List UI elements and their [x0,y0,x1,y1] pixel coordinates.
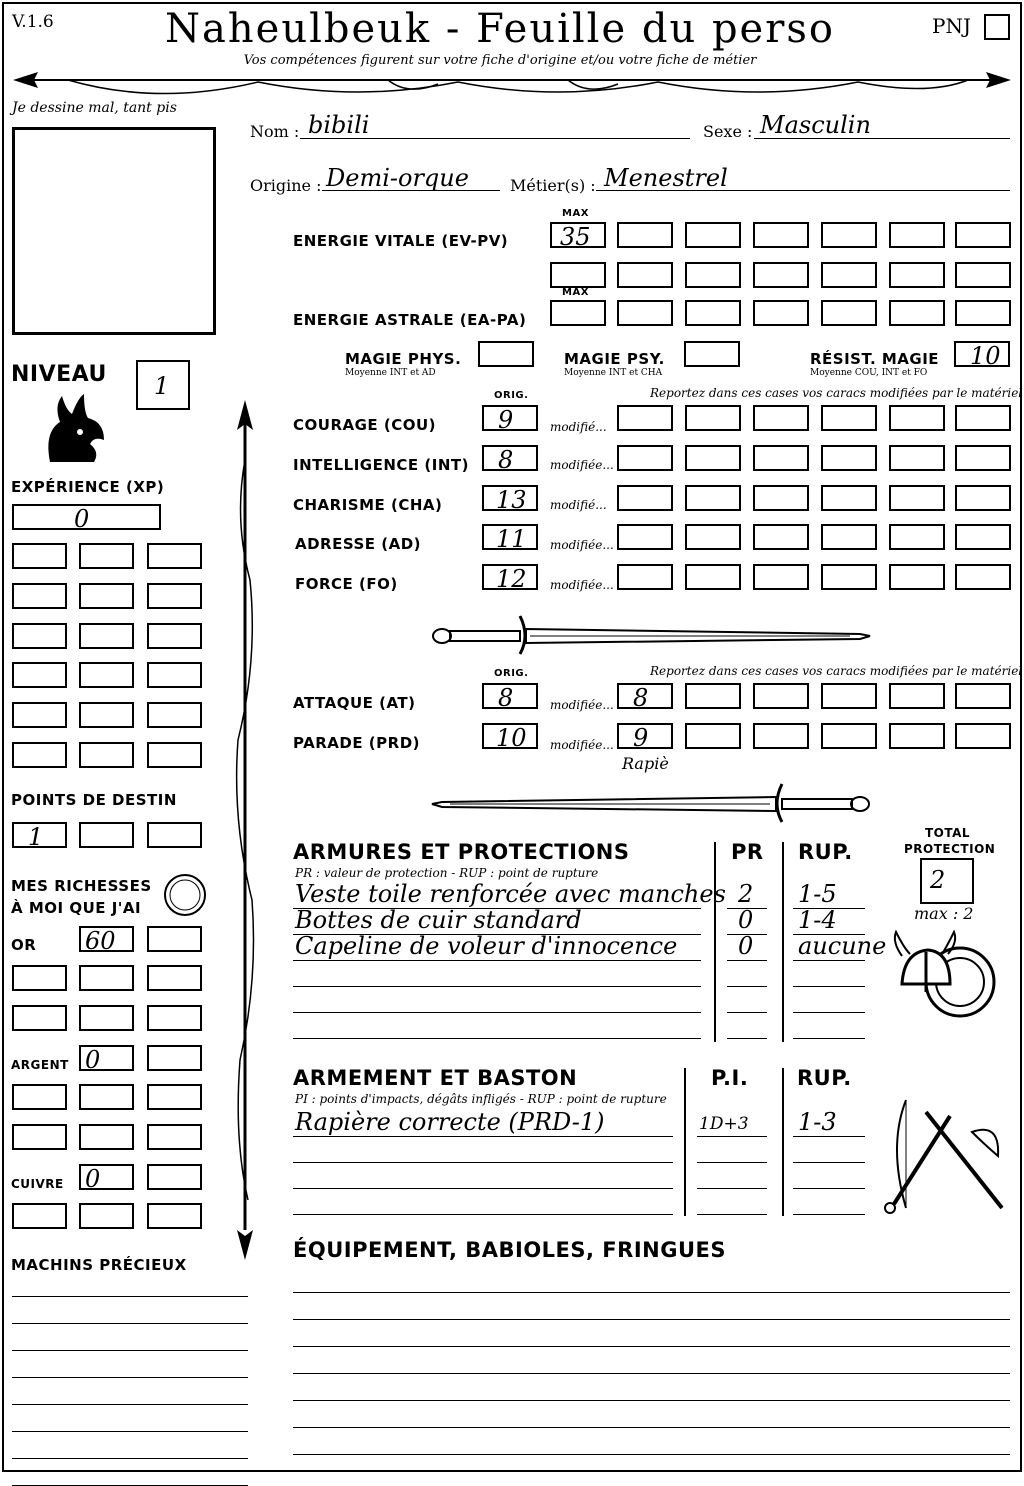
machins-line[interactable] [12,1296,248,1297]
combat-mod-box[interactable] [685,723,741,749]
combat-mod-box[interactable] [821,723,877,749]
armure-pr: 0 [738,906,754,934]
ea-max-label: MAX [562,287,589,298]
carac-mod-box[interactable] [889,445,945,471]
carac-mod-box[interactable] [753,485,809,511]
xp-grid-box[interactable] [79,742,134,768]
cuivre-label: CUIVRE [11,1177,64,1191]
or-grid-box[interactable] [147,965,202,991]
equipement-line[interactable] [293,1319,1010,1320]
ev-box[interactable] [889,262,945,288]
ev-box[interactable] [821,262,877,288]
xp-grid-box[interactable] [147,662,202,688]
orig-label: ORIG. [494,390,529,401]
carac-mod-box[interactable] [955,564,1011,590]
attaque-mod-box[interactable]: 8 [617,683,673,709]
arme-name: Rapière correcte (PRD-1) [295,1108,605,1136]
ev-label: ENERGIE VITALE (EV-PV) [293,232,509,250]
xp-grid-box[interactable] [12,742,67,768]
adresse-box[interactable]: 11 [482,524,538,550]
ev-box[interactable] [753,222,809,248]
carac-mod-box[interactable] [685,485,741,511]
resist-magie-sub: Moyenne COU, INT et FO [810,368,928,378]
carac-mod-box[interactable] [753,524,809,550]
sexe-field[interactable]: Masculin [760,111,871,139]
ev-max-label: MAX [562,208,589,219]
argent-grid-box[interactable] [147,1124,202,1150]
xp-box[interactable]: 0 [12,504,161,530]
parade-label: PARADE (PRD) [293,734,421,752]
niveau-box[interactable]: 1 [136,360,190,410]
cuivre-box[interactable]: 0 [79,1164,134,1190]
xp-grid-box[interactable] [147,583,202,609]
armure-name-line[interactable] [293,960,701,961]
intelligence-modif-label: modifiée... [550,458,614,472]
ea-box[interactable] [617,300,673,326]
arme-name-line[interactable] [293,1188,673,1189]
xp-grid-box[interactable] [79,623,134,649]
pnj-checkbox[interactable] [984,14,1010,40]
arme-rup-line[interactable] [793,1162,865,1163]
armure-rup-line[interactable] [793,1038,865,1039]
or-grid-box[interactable] [79,965,134,991]
armement-sub: PI : points d'impacts, dégâts infligés - RUP : point de rupture [295,1092,667,1106]
force-modif-label: modifiée... [550,578,614,592]
ev-box[interactable] [955,222,1011,248]
argent-grid-box[interactable] [79,1084,134,1110]
carac-mod-box[interactable] [955,405,1011,431]
armure-name: Capeline de voleur d'innocence [295,932,678,960]
ev-box[interactable] [617,222,673,248]
ev-box[interactable] [550,262,606,288]
armure-rup-line[interactable] [793,1012,865,1013]
armure-name: Veste toile renforcée avec manches [295,880,726,908]
xp-label: EXPÉRIENCE (XP) [11,478,165,496]
ea-box[interactable] [753,300,809,326]
carac-mod-box[interactable] [889,564,945,590]
courage-modif-label: modifié... [550,420,607,434]
carac-mod-box[interactable] [617,405,673,431]
ev-box[interactable] [617,262,673,288]
nom-field[interactable]: bibili [308,111,370,139]
coin-icon [162,872,208,918]
ev-box[interactable] [889,222,945,248]
carac-mod-box[interactable] [617,445,673,471]
combat-mod-box[interactable] [753,683,809,709]
spear-vertical-icon [230,400,260,1260]
weapons-icon [880,1096,1010,1216]
arme-rup-line[interactable] [793,1136,865,1137]
ev-max-box[interactable]: 35 [550,222,606,248]
carac-mod-box[interactable] [889,405,945,431]
adresse-label: ADRESSE (AD) [295,535,422,553]
combat-report-note: Reportez dans ces cases vos caracs modifiées par le matériel [650,664,1023,678]
armure-pr: 0 [738,932,754,960]
combat-mod-box[interactable] [753,723,809,749]
pr-header: PR [731,840,764,864]
or-grid-box[interactable] [12,965,67,991]
portrait-frame[interactable] [12,127,216,335]
argent-box[interactable]: 0 [79,1045,134,1071]
carac-mod-box[interactable] [753,405,809,431]
sword-icon [430,780,875,824]
charisme-box[interactable]: 13 [482,485,538,511]
xp-grid-box[interactable] [147,543,202,569]
armure-name-line[interactable] [293,1012,701,1013]
combat-mod-box[interactable] [821,683,877,709]
arme-rup-line[interactable] [793,1214,865,1215]
dragon-icon [40,392,108,464]
machins-line[interactable] [12,1458,248,1459]
argent-box[interactable] [147,1045,202,1071]
destin-box[interactable] [79,822,134,848]
cuivre-grid-box[interactable] [12,1203,67,1229]
origine-field[interactable]: Demi-orque [326,164,469,192]
arme-pi: 1D+3 [699,1114,749,1134]
carac-mod-box[interactable] [617,564,673,590]
total-label-1: TOTAL [925,826,971,840]
armure-pr-line[interactable] [727,986,767,987]
sword-icon [430,612,875,656]
arme-pi-line[interactable] [697,1188,767,1189]
ev-box[interactable] [685,262,741,288]
xp-grid-box[interactable] [12,543,67,569]
ea-box[interactable] [889,300,945,326]
helmet-shield-icon [888,928,1000,1034]
magie-psy-box[interactable] [684,341,740,367]
carac-mod-box[interactable] [889,524,945,550]
arme-pi-line[interactable] [697,1214,767,1215]
ea-box[interactable] [955,300,1011,326]
carac-mod-box[interactable] [685,405,741,431]
carac-mod-box[interactable] [821,405,877,431]
magie-phys-label: MAGIE PHYS. [345,350,462,368]
courage-label: COURAGE (COU) [293,416,437,434]
combat-mod-box[interactable] [955,723,1011,749]
portrait-caption: Je dessine mal, tant pis [12,100,177,116]
version-label: V.1.6 [12,12,54,32]
arm-rup-header: RUP. [797,1066,852,1090]
total-protection-box[interactable]: 2 [920,858,974,904]
ea-max-box[interactable] [550,300,606,326]
armure-rup: 1-4 [798,906,837,934]
metier-label: Métier(s) : [510,176,596,195]
magie-phys-box[interactable] [478,341,534,367]
carac-mod-box[interactable] [617,485,673,511]
armure-pr-line[interactable] [727,960,767,961]
ea-box[interactable] [685,300,741,326]
total-label-2: PROTECTION [904,842,996,856]
argent-grid-box[interactable] [12,1124,67,1150]
pnj-label: PNJ [932,14,971,38]
force-box[interactable]: 12 [482,564,538,590]
xp-grid-box[interactable] [147,623,202,649]
equipement-line[interactable] [293,1292,1010,1293]
carac-mod-box[interactable] [821,564,877,590]
xp-grid-box[interactable] [79,543,134,569]
courage-box[interactable]: 9 [482,405,538,431]
pi-header: P.I. [711,1066,749,1090]
equipement-line[interactable] [293,1400,1010,1401]
arme-name-line[interactable] [293,1136,673,1137]
attaque-box[interactable]: 8 [482,683,538,709]
combat-mod-box[interactable] [889,683,945,709]
arme-name-line[interactable] [293,1162,673,1163]
machins-line[interactable] [12,1431,248,1432]
magie-phys-sub: Moyenne INT et AD [345,368,436,378]
force-label: FORCE (FO) [295,575,398,593]
parade-note: Rapiè [622,754,669,773]
argent-grid-box[interactable] [12,1084,67,1110]
total-protection-note: max : 2 [914,904,974,923]
armure-pr-line[interactable] [727,1012,767,1013]
parade-modif-label: modifiée... [550,738,614,752]
report-note: Reportez dans ces cases vos caracs modifiées par le matériel [650,386,1023,400]
armure-pr-line[interactable] [727,1038,767,1039]
carac-mod-box[interactable] [753,445,809,471]
carac-mod-box[interactable] [821,445,877,471]
armure-rup: aucune [798,932,887,960]
argent-grid-box[interactable] [147,1084,202,1110]
armure-rup-line[interactable] [793,986,865,987]
parade-mod-box[interactable]: 9 [617,723,673,749]
combat-orig-label: ORIG. [494,668,529,679]
adresse-modif-label: modifiée... [550,538,614,552]
page-title: Naheulbeuk - Feuille du perso [165,6,835,52]
resist-magie-label: RÉSIST. MAGIE [810,350,940,368]
machins-line[interactable] [12,1404,248,1405]
ev-box[interactable] [955,262,1011,288]
niveau-label: NIVEAU [11,362,107,387]
equipement-line[interactable] [293,1346,1010,1347]
argent-label: ARGENT [11,1058,69,1072]
ea-box[interactable] [821,300,877,326]
armure-name-line[interactable] [293,986,701,987]
xp-grid-box[interactable] [79,662,134,688]
arme-rup-line[interactable] [793,1188,865,1189]
combat-mod-box[interactable] [889,723,945,749]
combat-mod-box[interactable] [685,683,741,709]
or-label: OR [11,936,37,954]
carac-mod-box[interactable] [955,524,1011,550]
armure-name: Bottes de cuir standard [295,906,582,934]
ea-label: ENERGIE ASTRALE (EA-PA) [293,311,527,329]
equipement-line[interactable] [293,1373,1010,1374]
or-grid-box[interactable] [79,1005,134,1031]
armures-title: ARMURES ET PROTECTIONS [293,840,630,864]
carac-mod-box[interactable] [821,524,877,550]
destin-label: POINTS DE DESTIN [11,791,177,809]
sexe-label: Sexe : [703,122,753,141]
resist-magie-box[interactable]: 10 [954,341,1010,367]
carac-mod-box[interactable] [955,485,1011,511]
equipement-title: ÉQUIPEMENT, BABIOLES, FRINGUES [293,1238,726,1262]
carac-mod-box[interactable] [685,445,741,471]
xp-grid-box[interactable] [12,623,67,649]
carac-mod-box[interactable] [955,445,1011,471]
armure-rup: 1-5 [798,880,837,908]
ev-box[interactable] [685,222,741,248]
intelligence-box[interactable]: 8 [482,445,538,471]
xp-grid-box[interactable] [12,662,67,688]
armure-rup-line[interactable] [793,960,865,961]
cuivre-grid-box[interactable] [147,1203,202,1229]
charisme-modif-label: modifié... [550,498,607,512]
richesses-label-2: À MOI QUE J'AI [11,899,142,917]
parade-box[interactable]: 10 [482,723,538,749]
intelligence-label: INTELLIGENCE (INT) [293,456,469,474]
nom-label: Nom : [250,122,300,141]
arme-rup: 1-3 [798,1108,837,1136]
xp-grid-box[interactable] [147,742,202,768]
cuivre-box[interactable] [147,1164,202,1190]
armure-pr: 2 [738,880,754,908]
attaque-modif-label: modifiée... [550,698,614,712]
xp-grid-box[interactable] [79,583,134,609]
arme-name-line[interactable] [293,1214,673,1215]
magie-psy-label: MAGIE PSY. [564,350,665,368]
xp-grid-box[interactable] [79,702,134,728]
ev-box[interactable] [821,222,877,248]
richesses-label: MES RICHESSES [11,877,152,895]
equipement-line[interactable] [293,1427,1010,1428]
argent-grid-box[interactable] [79,1124,134,1150]
charisme-label: CHARISME (CHA) [293,496,443,514]
or-box[interactable]: 60 [79,926,134,952]
carac-mod-box[interactable] [685,564,741,590]
or-box[interactable] [147,926,202,952]
or-grid-box[interactable] [147,1005,202,1031]
carac-mod-box[interactable] [753,564,809,590]
origine-label: Origine : [250,176,322,195]
combat-mod-box[interactable] [955,683,1011,709]
attaque-label: ATTAQUE (AT) [293,694,416,712]
armures-sub: PR : valeur de protection - RUP : point de rupture [295,866,599,880]
machins-line[interactable] [12,1323,248,1324]
page-subtitle: Vos compétences figurent sur votre fiche d'origine et/ou votre fiche de métier [243,53,757,68]
carac-mod-box[interactable] [685,524,741,550]
machins-label: MACHINS PRÉCIEUX [11,1256,187,1274]
xp-grid-box[interactable] [12,583,67,609]
machins-line[interactable] [12,1350,248,1351]
carac-mod-box[interactable] [821,485,877,511]
destin-box[interactable] [147,822,202,848]
metier-field[interactable]: Menestrel [604,164,728,192]
cuivre-grid-box[interactable] [79,1203,134,1229]
magie-psy-sub: Moyenne INT et CHA [564,368,663,378]
xp-grid-box[interactable] [12,702,67,728]
armure-name-line[interactable] [293,1038,701,1039]
xp-grid-box[interactable] [147,702,202,728]
ev-box[interactable] [753,262,809,288]
armement-title: ARMEMENT ET BASTON [293,1066,578,1090]
arme-pi-line[interactable] [697,1162,767,1163]
equipement-line[interactable] [293,1454,1010,1455]
destin-box[interactable]: 1 [12,822,67,848]
rup-header: RUP. [798,840,853,864]
carac-mod-box[interactable] [617,524,673,550]
carac-mod-box[interactable] [889,485,945,511]
machins-line[interactable] [12,1377,248,1378]
or-grid-box[interactable] [12,1005,67,1031]
arme-pi-line[interactable] [697,1136,767,1137]
